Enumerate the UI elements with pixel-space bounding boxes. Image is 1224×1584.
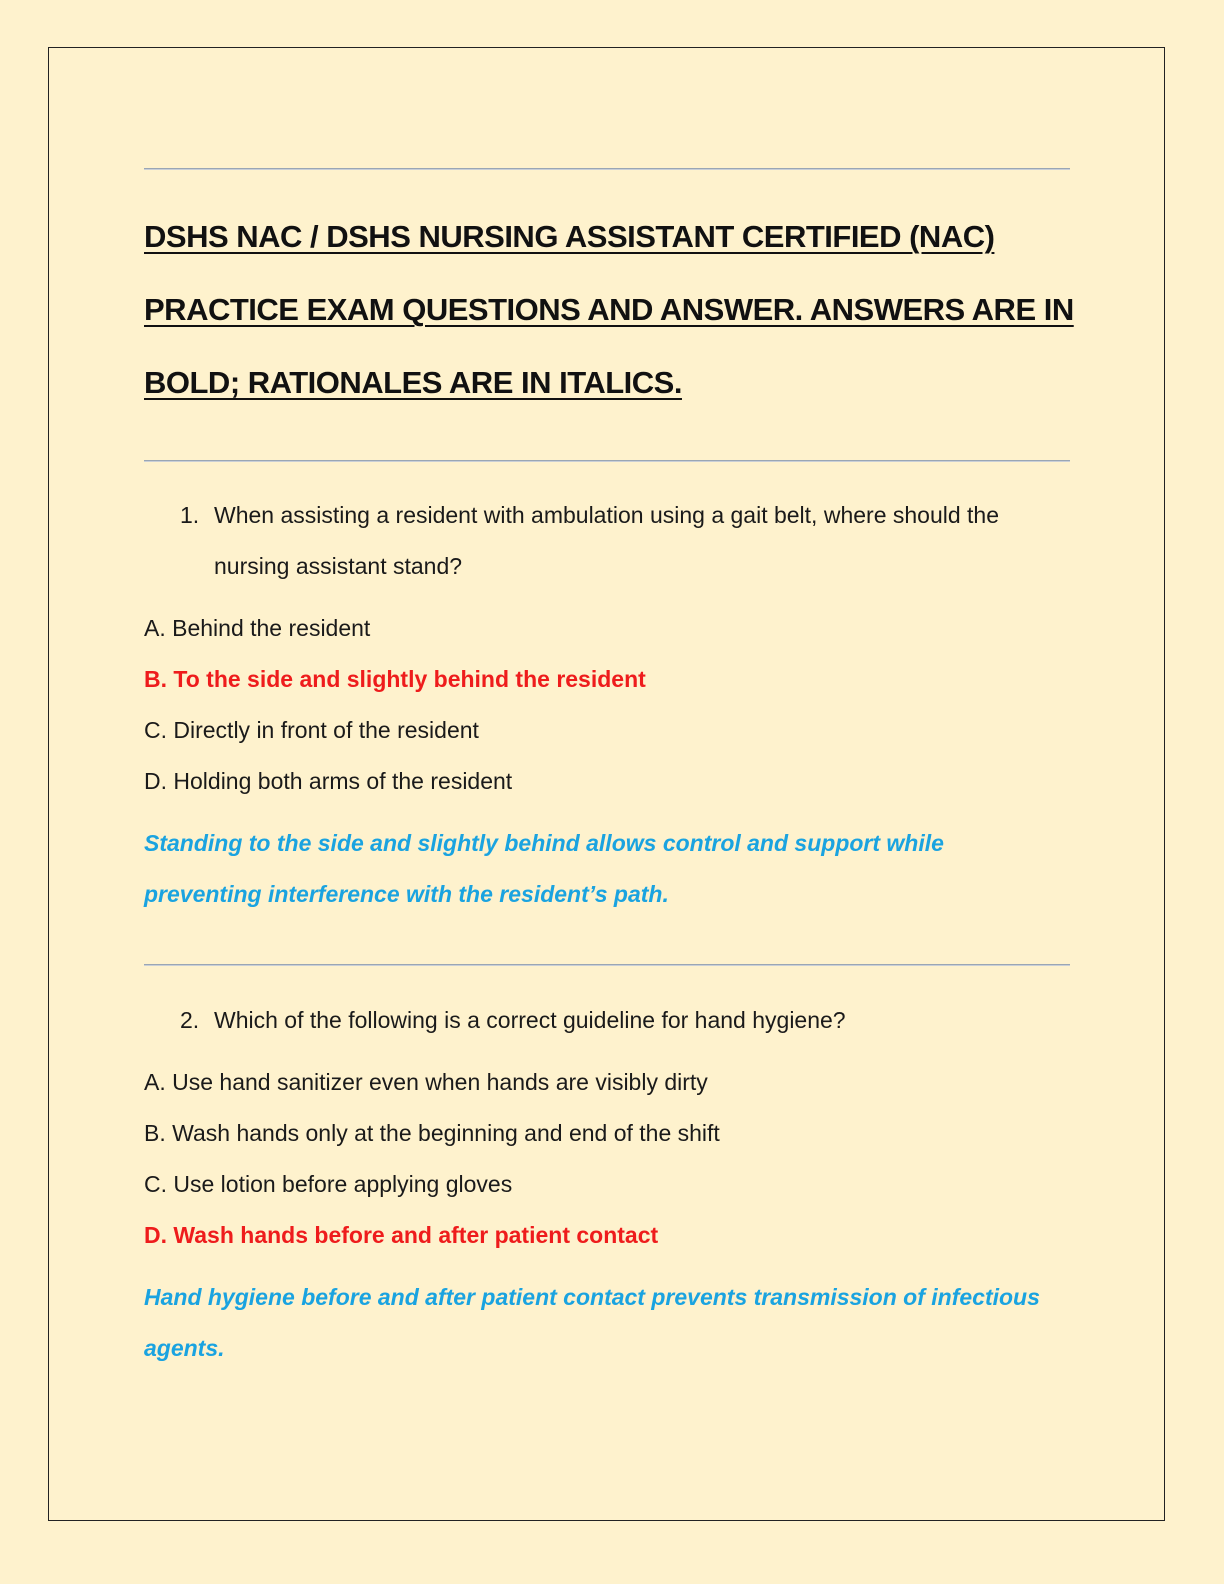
divider-before-q2 <box>144 964 1070 966</box>
divider-top <box>144 168 1070 170</box>
question-2-rationale: Hand hygiene before and after patient contact prevents transmission of infectious agents. <box>144 1284 1040 1361</box>
question-number: 2. <box>180 1007 200 1033</box>
option-d-correct-answer: D. Wash hands before and after patient contact <box>144 1222 659 1248</box>
question-2 <box>180 995 1060 1046</box>
option-c: C. Directly in front of the resident <box>144 717 479 743</box>
option-b-correct-answer: B. To the side and slightly behind the resident <box>144 666 646 692</box>
option-d: D. Holding both arms of the resident <box>144 768 513 794</box>
question-text: When assisting a resident with ambulation using a gait belt, where should the nursing assistant stand? <box>214 502 1000 579</box>
option-a: A. Use hand sanitizer even when hands are visibly dirty <box>144 1069 708 1095</box>
option-b: B. Wash hands only at the beginning and end of the shift <box>144 1120 720 1146</box>
question-2-options <box>144 1057 1064 1261</box>
question-text: Which of the following is a correct guideline for hand hygiene? <box>214 1007 846 1033</box>
question-1-rationale: Standing to the side and slightly behind allows control and support while preventing interference with the resident’s path. <box>144 830 944 907</box>
document-title: DSHS NAC / DSHS NURSING ASSISTANT CERTIFIED (NAC) PRACTICE EXAM QUESTIONS AND ANSWER. ANSWERS ARE IN BOLD; RATIONALES ARE IN ITALICS. <box>144 219 1074 400</box>
option-c: C. Use lotion before applying gloves <box>144 1171 513 1197</box>
question-1 <box>180 490 1060 592</box>
divider-before-q1 <box>144 460 1070 462</box>
question-number: 1. <box>180 502 200 528</box>
question-1-options <box>144 603 1064 807</box>
option-a: A. Behind the resident <box>144 615 371 641</box>
